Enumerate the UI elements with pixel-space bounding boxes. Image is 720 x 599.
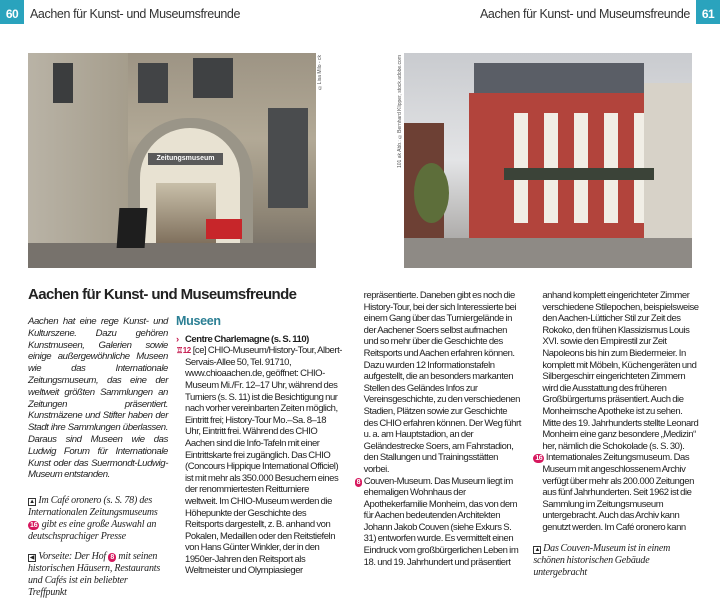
list-item-couven-museum: 8 Couven-Museum. Das Museum liegt im ehemaligen Wohnhaus der Apothekerfamilie Monheim, das von dem für Aachen bedeutenden Architekten Johann Jakob Couven (siehe Exkurs S. 31) entworfen wurde. Es vermittelt einen Eindruck vom großbürgerlichen Leben im 18. und 19. Jahrhundert und präsentiert anhand komplett eingerichteter Zimmer verschiedene Stilepochen, beispielsweise den Aachen-Lütticher Stil zur Zeit des Rokoko, den frühen Klassizismus Louis XVI. sowie den Empirestil zur Zeit Napoleons bis hin zum Biedermeier. In komplett mit Möbeln, Küchengeräten und Silbergeschirr eingerichteten Zimmern wird die Ausstattung des früheren Großbürgertums präsentiert. Auch die Monheimsche Apotheke ist zu sehen. Mitte des 19. Jahrhunderts stellte Leonard Monheim eine ganz besondere „Medizin“ her, nämlich die Schokolade (s. S. 30). xyxy=(356,290,699,568)
museum-icon: ♖12 xyxy=(176,346,191,356)
intro-column xyxy=(28,316,168,599)
photo-up-icon: ▲ xyxy=(534,547,541,554)
section-heading-museen: Museen xyxy=(176,314,221,328)
photo-credit-right: 101 ak Abb.: ©Bernhard Klipper, stock.adobe.com xyxy=(397,55,403,169)
map-marker-badge: 8 xyxy=(110,554,115,562)
caption-cafe: ▲ Im Café oronero (s. S. 78) des Internationalen Zeitungsmuseums 16 gibt es eine große Auswahl an deutschsprachiger Presse xyxy=(28,495,158,543)
chevron-right-icon: › xyxy=(176,333,179,345)
page-number-left: 60 xyxy=(0,0,24,24)
list-item-zeitungsmuseum: 16 Internationales Zeitungsmuseum. Das Museum mit angeschlossenem Archiv verfügt über mehr als 200.000 Zeitungen aus fünf Jahrhunderten. Seit 1962 ist die Sammlung im Zeitungsmuseum untergebracht. Auch das Archiv kann genutzt werden. Im Café oronero kann xyxy=(535,452,694,533)
photo-zeitungsmuseum xyxy=(28,53,316,268)
list-item-centre-charlemagne: › Centre Charlemagne (s. S. 110) xyxy=(176,333,309,345)
caption-hof: ◀ Vorseite: Der Hof 8 mit seinen historischen Häusern, Restaurants und Cafés ist ein beliebter Treffpunkt xyxy=(28,551,161,599)
running-head-left: Aachen für Kunst- und Museumsfreunde xyxy=(30,7,241,21)
map-marker-badge: 8 xyxy=(356,478,361,486)
museum-sign: Zeitungsmuseum xyxy=(148,153,223,165)
running-head-right: Aachen für Kunst- und Museumsfreunde xyxy=(479,7,690,21)
museum-list-columns xyxy=(176,290,700,579)
map-marker-badge: 16 xyxy=(535,455,543,463)
photo-credit-left: ©Lisa Milo - ck xyxy=(317,55,323,91)
photo-couven-houses xyxy=(404,53,692,268)
photo-left-icon: ◀ xyxy=(29,555,35,562)
intro-paragraph: Aachen hat eine rege Kunst- und Kulturszene. Dazu gehören Kunstmuseen, Galerien sowie einige außergewöhnliche Museen wie das Internationale Zeitungsmuseum, das eine der weltweit größten Sammlungen an Zeitungen präsentiert. Kunstmäzene und Stifter haben der Stadt ihre Sammlungen überlassen. Daraus sind Museen wie das Ludwig Forum für Internationale Kunst oder das Suermondt-Ludwig-Museum entstanden. xyxy=(28,316,168,481)
list-item-chio-museum: ♖12 [ce] CHIO-Museum/History-Tour, Albert-Servais-Allee 50, Tel. 91710, www.chioaachen.de, geöffnet: CHIO-Museum Mi./Fr. 12–17 Uhr, während des Turniers (s. S. 11) ist die Besichtigung nur nach vorher vereinbarten Zeiten möglich, Eintritt frei; History-Tour Mo.–Sa. 8–18 Uhr, Eintritt frei. Während des CHIO Aachen sind die Info-Tafeln mit einer Eintrittskarte frei zugänglich. Das CHIO (Concours Hippique International Officiel) ist mit mehr als 350.000 Besuchern eines der renommiertesten Reitturniere weltweit. Im CHIO-Museum werden die Höhepunkte der Geschichte des Reitsports dargestellt, z. B. anhand von Pokalen, Medaillen oder den Reitstiefeln von Hans Günter Winkler, der in den 1950er-Jahren den Reitsport als Weltmeister und Olympiasieger repräsentierte. Daneben gibt es noch die History-Tour, bei der sich Interessierte bei einem Gang über das Turniergelände in der Aachener Soers selbst aufmachen und so mehr über die Geschichte des Reitsports und Aachen erfahren können. Dazu wurden 12 Informationstafeln aufgestellt, die an besonders markanten Stellen des Geländes Infos zur Vereinsgeschichte, zu den verschiedenen Stadien, Plätzen sowie zur Geschichte des CHIO erfahren können. Der Weg führt u. a. am Hauptstadion, an der Geländestrecke Soers, am Fahrstadion, den Stallungen und Trainingsstätten vorbei. xyxy=(176,290,521,577)
photo-up-icon: ▲ xyxy=(29,499,35,506)
map-marker-badge: 16 xyxy=(30,522,38,530)
caption-couven: ▲ Das Couven-Museum ist in einem schönen historischen Gebäude untergebracht xyxy=(533,543,671,579)
page-number-right: 61 xyxy=(696,0,720,24)
article-title: Aachen für Kunst- und Museumsfreunde xyxy=(28,286,297,303)
